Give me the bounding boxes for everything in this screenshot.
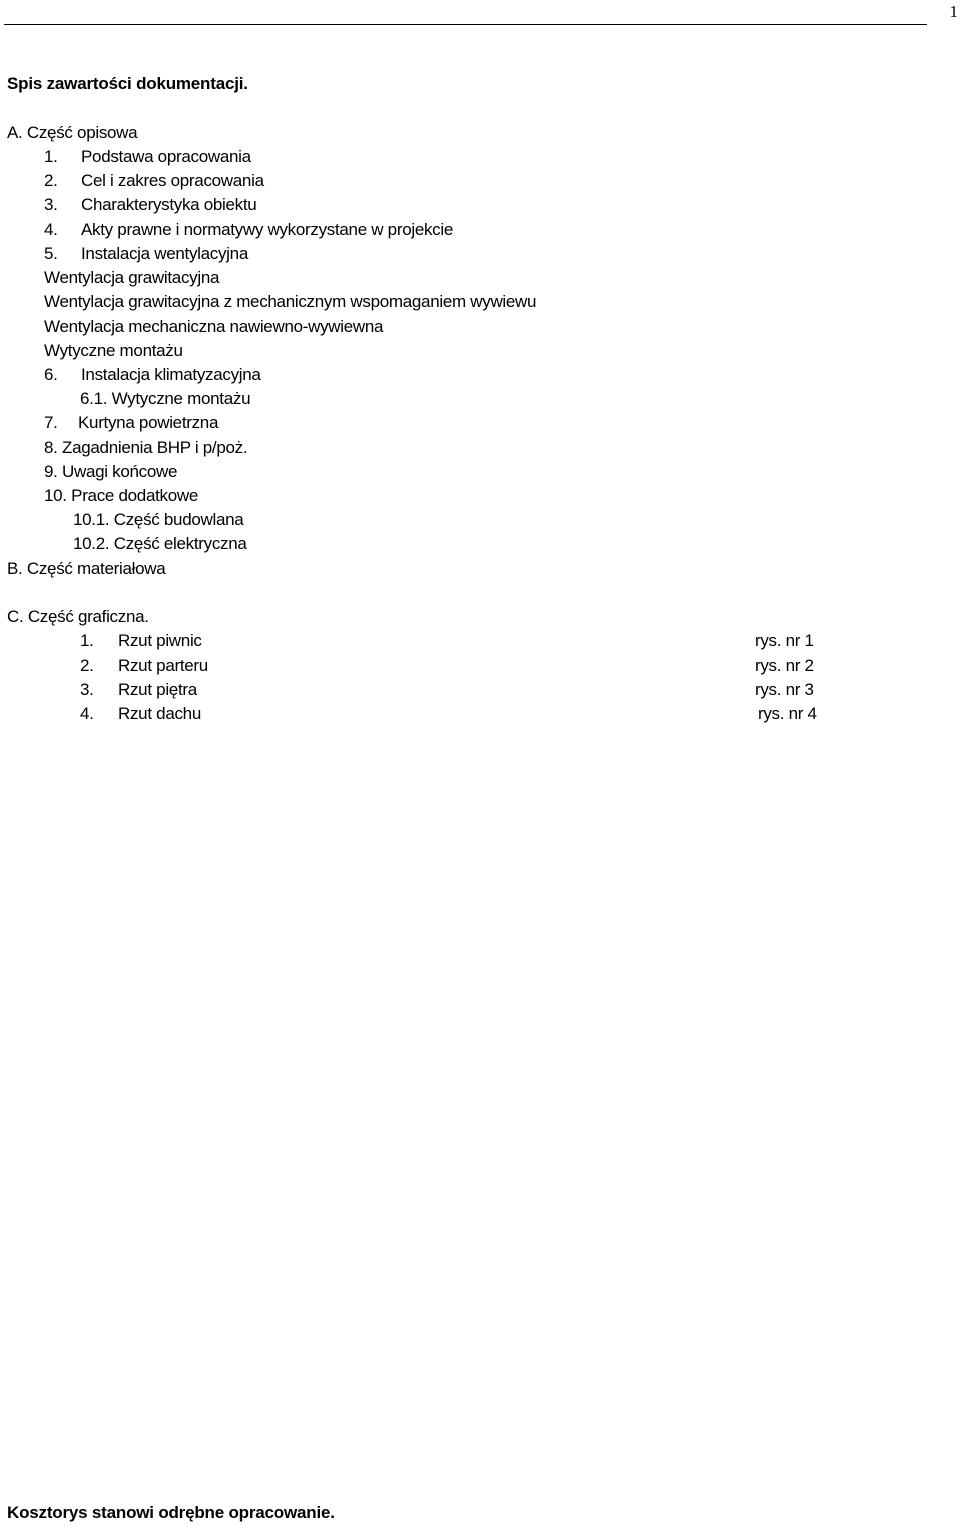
drawing-ref-1: rys. nr 1 bbox=[755, 631, 814, 650]
toc-item-number: 3. bbox=[44, 195, 58, 214]
toc-item-text: Instalacja wentylacyjna bbox=[81, 244, 248, 263]
toc-subitem: Wytyczne montażu bbox=[44, 341, 183, 360]
drawing-item-1 bbox=[80, 631, 202, 651]
drawing-item-4 bbox=[80, 704, 201, 724]
drawing-title: Rzut dachu bbox=[118, 704, 201, 723]
toc-subitem: Wentylacja mechaniczna nawiewno-wywiewna bbox=[44, 317, 384, 336]
toc-item-6 bbox=[44, 365, 261, 385]
section-a-heading: A. Część opisowa bbox=[7, 123, 138, 142]
drawing-number: 2. bbox=[80, 656, 94, 675]
drawing-number: 1. bbox=[80, 631, 94, 650]
header-rule bbox=[4, 24, 927, 25]
toc-item-10-2: 10.2. Część elektryczna bbox=[73, 534, 247, 553]
toc-item-8: 8. Zagadnienia BHP i p/poż. bbox=[44, 438, 248, 457]
section-b-heading: B. Część materiałowa bbox=[7, 559, 166, 578]
document-title: Spis zawartości dokumentacji. bbox=[7, 74, 248, 93]
toc-item-text: Kurtyna powietrzna bbox=[78, 413, 219, 432]
toc-item-number: 1. bbox=[44, 147, 58, 166]
drawing-ref-4: rys. nr 4 bbox=[758, 704, 817, 723]
toc-item-5 bbox=[44, 244, 248, 264]
toc-item-4 bbox=[44, 220, 453, 240]
drawing-title: Rzut piętra bbox=[118, 680, 197, 699]
drawing-number: 3. bbox=[80, 680, 94, 699]
toc-item-text: Podstawa opracowania bbox=[81, 147, 251, 166]
drawing-ref-3: rys. nr 3 bbox=[755, 680, 814, 699]
toc-item-number: 5. bbox=[44, 244, 58, 263]
toc-item-text: Akty prawne i normatywy wykorzystane w projekcie bbox=[81, 220, 454, 239]
toc-item-6-1: 6.1. Wytyczne montażu bbox=[80, 389, 251, 408]
toc-item-number: 2. bbox=[44, 171, 58, 190]
toc-item-7 bbox=[44, 413, 218, 433]
toc-item-number: 4. bbox=[44, 220, 58, 239]
toc-item-10: 10. Prace dodatkowe bbox=[44, 486, 199, 505]
drawing-ref-2: rys. nr 2 bbox=[755, 656, 814, 675]
drawing-item-3 bbox=[80, 680, 197, 700]
toc-subitem: Wentylacja grawitacyjna bbox=[44, 268, 220, 287]
drawing-title: Rzut piwnic bbox=[118, 631, 202, 650]
toc-item-2 bbox=[44, 171, 264, 191]
section-c-heading: C. Część graficzna. bbox=[7, 607, 149, 626]
drawing-item-2 bbox=[80, 656, 208, 676]
toc-item-1 bbox=[44, 147, 251, 167]
drawing-number: 4. bbox=[80, 704, 94, 723]
toc-item-9: 9. Uwagi końcowe bbox=[44, 462, 178, 481]
footer-note: Kosztorys stanowi odrębne opracowanie. bbox=[7, 1503, 335, 1522]
toc-item-number: 6. bbox=[44, 365, 58, 384]
toc-item-text: Cel i zakres opracowania bbox=[81, 171, 264, 190]
drawing-title: Rzut parteru bbox=[118, 656, 208, 675]
toc-item-3 bbox=[44, 195, 256, 215]
toc-item-10-1: 10.1. Część budowlana bbox=[73, 510, 244, 529]
page-number: 1 bbox=[949, 2, 958, 21]
toc-item-text: Instalacja klimatyzacyjna bbox=[81, 365, 261, 384]
toc-subitem: Wentylacja grawitacyjna z mechanicznym wspomaganiem wywiewu bbox=[44, 292, 537, 311]
toc-item-text: Charakterystyka obiektu bbox=[81, 195, 257, 214]
toc-item-number: 7. bbox=[44, 413, 58, 432]
